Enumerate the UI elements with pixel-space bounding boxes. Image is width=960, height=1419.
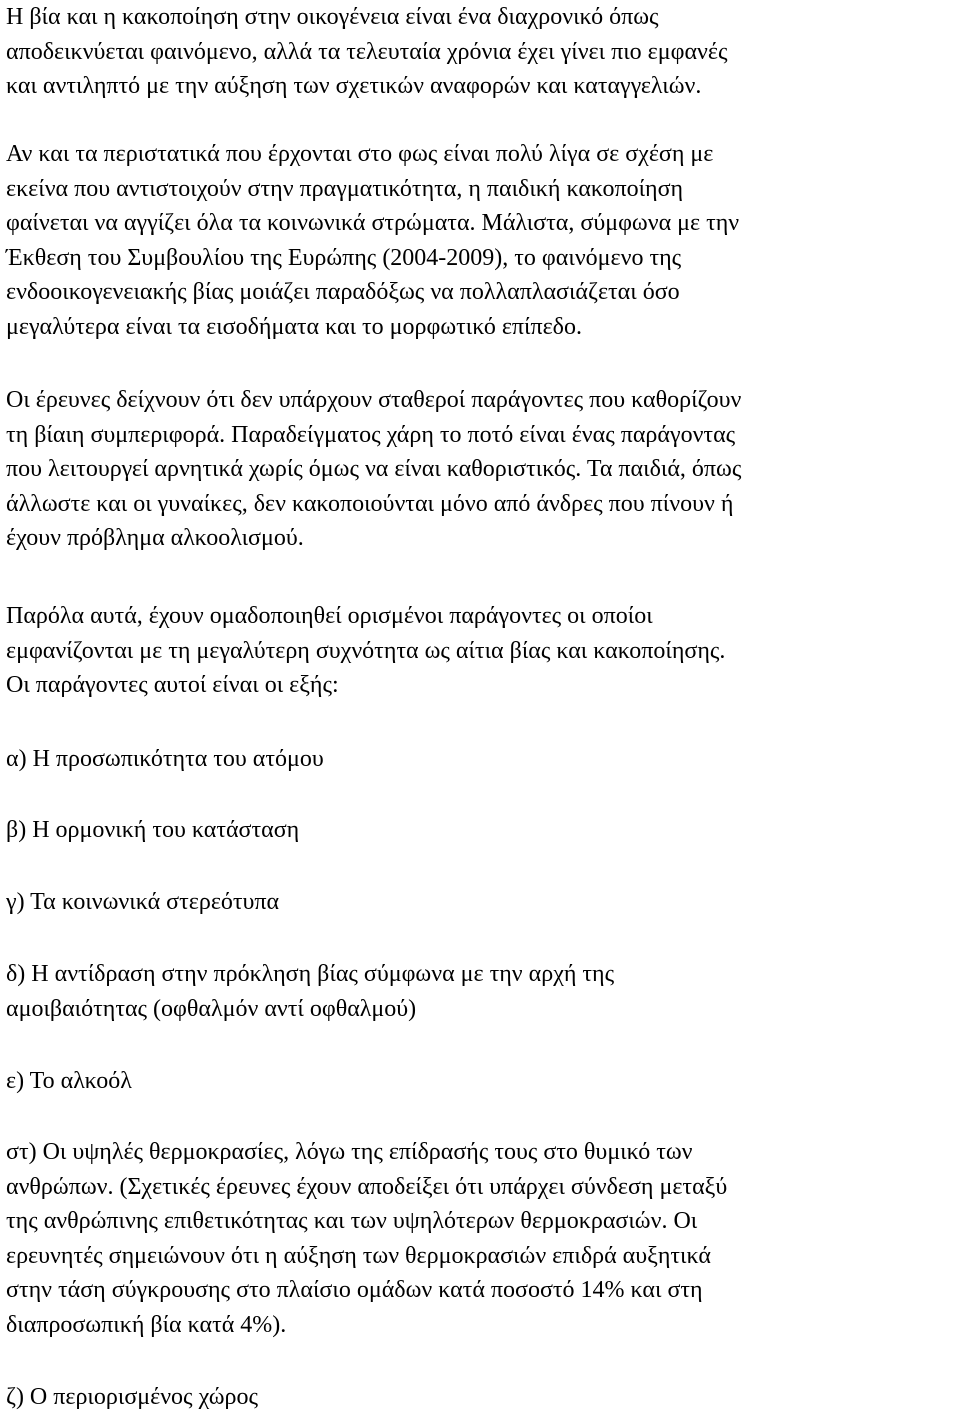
list-item-factor-e: ε) Το αλκοόλ xyxy=(6,1068,132,1094)
list-item-factor-b: β) Η ορμονική του κατάσταση xyxy=(6,817,300,843)
list-item-factor-c: γ) Τα κοινωνικά στερεότυπα xyxy=(6,889,280,915)
list-item-factor-d: δ) Η αντίδραση στην πρόκληση βίας σύμφωνα με την αρχή της αμοιβαιότητας (οφθαλμόν αντί οφθαλμού) xyxy=(6,961,615,1022)
paragraph-child-abuse-social-strata: Αν και τα περιστατικά που έρχονται στο φως είναι πολύ λίγα σε σχέση με εκείνα που αντιστοιχούν στην πραγματικότητα, η παιδική κακοποίηση φαίνεται να αγγίζει όλα τα κοινωνικά στρώματα. Μάλιστα, σύμφωνα με την Έκθεση του Συμβουλίου της Ευρώπης (2004-2009), το φαινόμενο της ενδοοικογενειακής βίας μοιάζει παραδόξως να πολλαπλασιάζεται όσο μεγαλύτερα είναι τα εισοδήματα και το μορφωτικό επίπεδο. xyxy=(6,141,740,340)
paragraph-research-findings: Οι έρευνες δείχνουν ότι δεν υπάρχουν σταθεροί παράγοντες που καθορίζουν τη βίαιη συμπεριφορά. Παραδείγματος χάρη το ποτό είναι ένας παράγοντας που λειτουργεί αρνητικά χωρίς όμως να είναι καθοριστικός. Τα παιδιά, όπως άλλωστε και οι γυναίκες, δεν κακοποιούνται μόνο από άνδρες που πίνουν ή έχουν πρόβλημα αλκοολισμού. xyxy=(6,387,742,551)
paragraph-intro: Η βία και η κακοποίηση στην οικογένεια είναι ένα διαχρονικό όπως αποδεικνύεται φαινόμενο, αλλά τα τελευταία χρόνια έχει γίνει πιο εμφανές και αντιληπτό με την αύξηση των σχετικών αναφορών και καταγγελιών. xyxy=(6,4,728,99)
list-item-factor-z: ζ) Ο περιορισμένος χώρος xyxy=(6,1384,258,1410)
paragraph-factors-intro: Παρόλα αυτά, έχουν ομαδοποιηθεί ορισμένοι παράγοντες οι οποίοι εμφανίζονται με τη μεγαλύτερη συχνότητα ως αίτια βίας και κακοποίησης. Οι παράγοντες αυτοί είναι οι εξής: xyxy=(6,603,726,698)
list-item-factor-a: α) Η προσωπικότητα του ατόμου xyxy=(6,746,324,772)
list-item-factor-st: στ) Οι υψηλές θερμοκρασίες, λόγω της επίδρασής τους στο θυμικό των ανθρώπων. (Σχετικές έρευνες έχουν αποδείξει ότι υπάρχει σύνδεση μεταξύ της ανθρώπινης επιθετικότητας και των υψηλότερων θερμοκρασιών. Οι ερευνητές σημειώνουν ότι η αύξηση των θερμοκρασιών επιδρά αυξητικά στην τάση σύγκρουσης στο πλαίσιο ομάδων κατά ποσοστό 14% και στη διαπροσωπική βία κατά 4%). xyxy=(6,1139,728,1338)
